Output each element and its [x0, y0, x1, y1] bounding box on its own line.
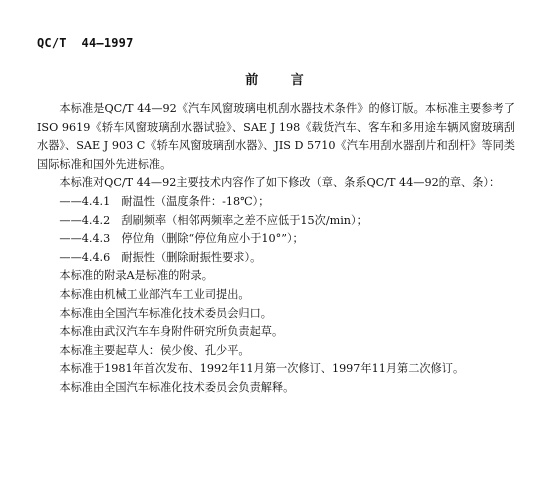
change-item-4-4-6: ——4.4.6 耐振性（删除耐振性要求）。: [59, 250, 262, 264]
page-title: 前 言: [245, 73, 318, 88]
note-proposer: 本标准由机械工业部汽车工业司提出。: [59, 287, 250, 301]
change-item-4-4-1: ——4.4.1 耐温性（温度条件：-18℃）；: [59, 194, 270, 208]
change-item-4-4-3: ——4.4.3 停位角（删除“停位角应小于10°”）；: [59, 232, 304, 246]
note-drafter: 本标准由武汉汽车车身附件研究所负责起草。: [59, 325, 284, 339]
note-appendix: 本标准的附录A是标准的附录。: [59, 269, 213, 283]
note-history: 本标准于1981年首次发布、1992年11月第一次修订、1997年11月第二次修订。: [59, 362, 465, 376]
change-item-4-4-2: ——4.4.2 刮刷频率（相邻两频率之差不应低于15次/min）；: [59, 213, 368, 227]
note-centralized: 本标准由全国汽车标准化技术委员会归口。: [59, 306, 272, 320]
standard-code: QC/T 44—1997: [37, 36, 134, 50]
note-interpretation: 本标准由全国汽车标准化技术委员会负责解释。: [59, 380, 295, 394]
paragraph-changes-intro: 本标准对QC/T 44—92主要技术内容作了如下修改（章、条系QC/T 44—92的章、条）：: [59, 176, 501, 190]
paragraph-intro: 本标准是QC/T 44—92《汽车风窗玻璃电机刮水器技术条件》的修订版。本标准主要参考了ISO 9619《轿车风窗玻璃刮水器试验》、SAE J 198《载货汽车、客车和多用途车辆风窗玻璃刮水器》、SAE J 903 C《轿车风窗玻璃刮水器》、JIS D 5710《汽车用刮水器刮片和刮杆》等同类国际标准和国外先进标准。: [37, 102, 515, 171]
document-body: [37, 100, 515, 398]
note-authors: 本标准主要起草人：侯少俊、孔少平。: [59, 343, 250, 357]
